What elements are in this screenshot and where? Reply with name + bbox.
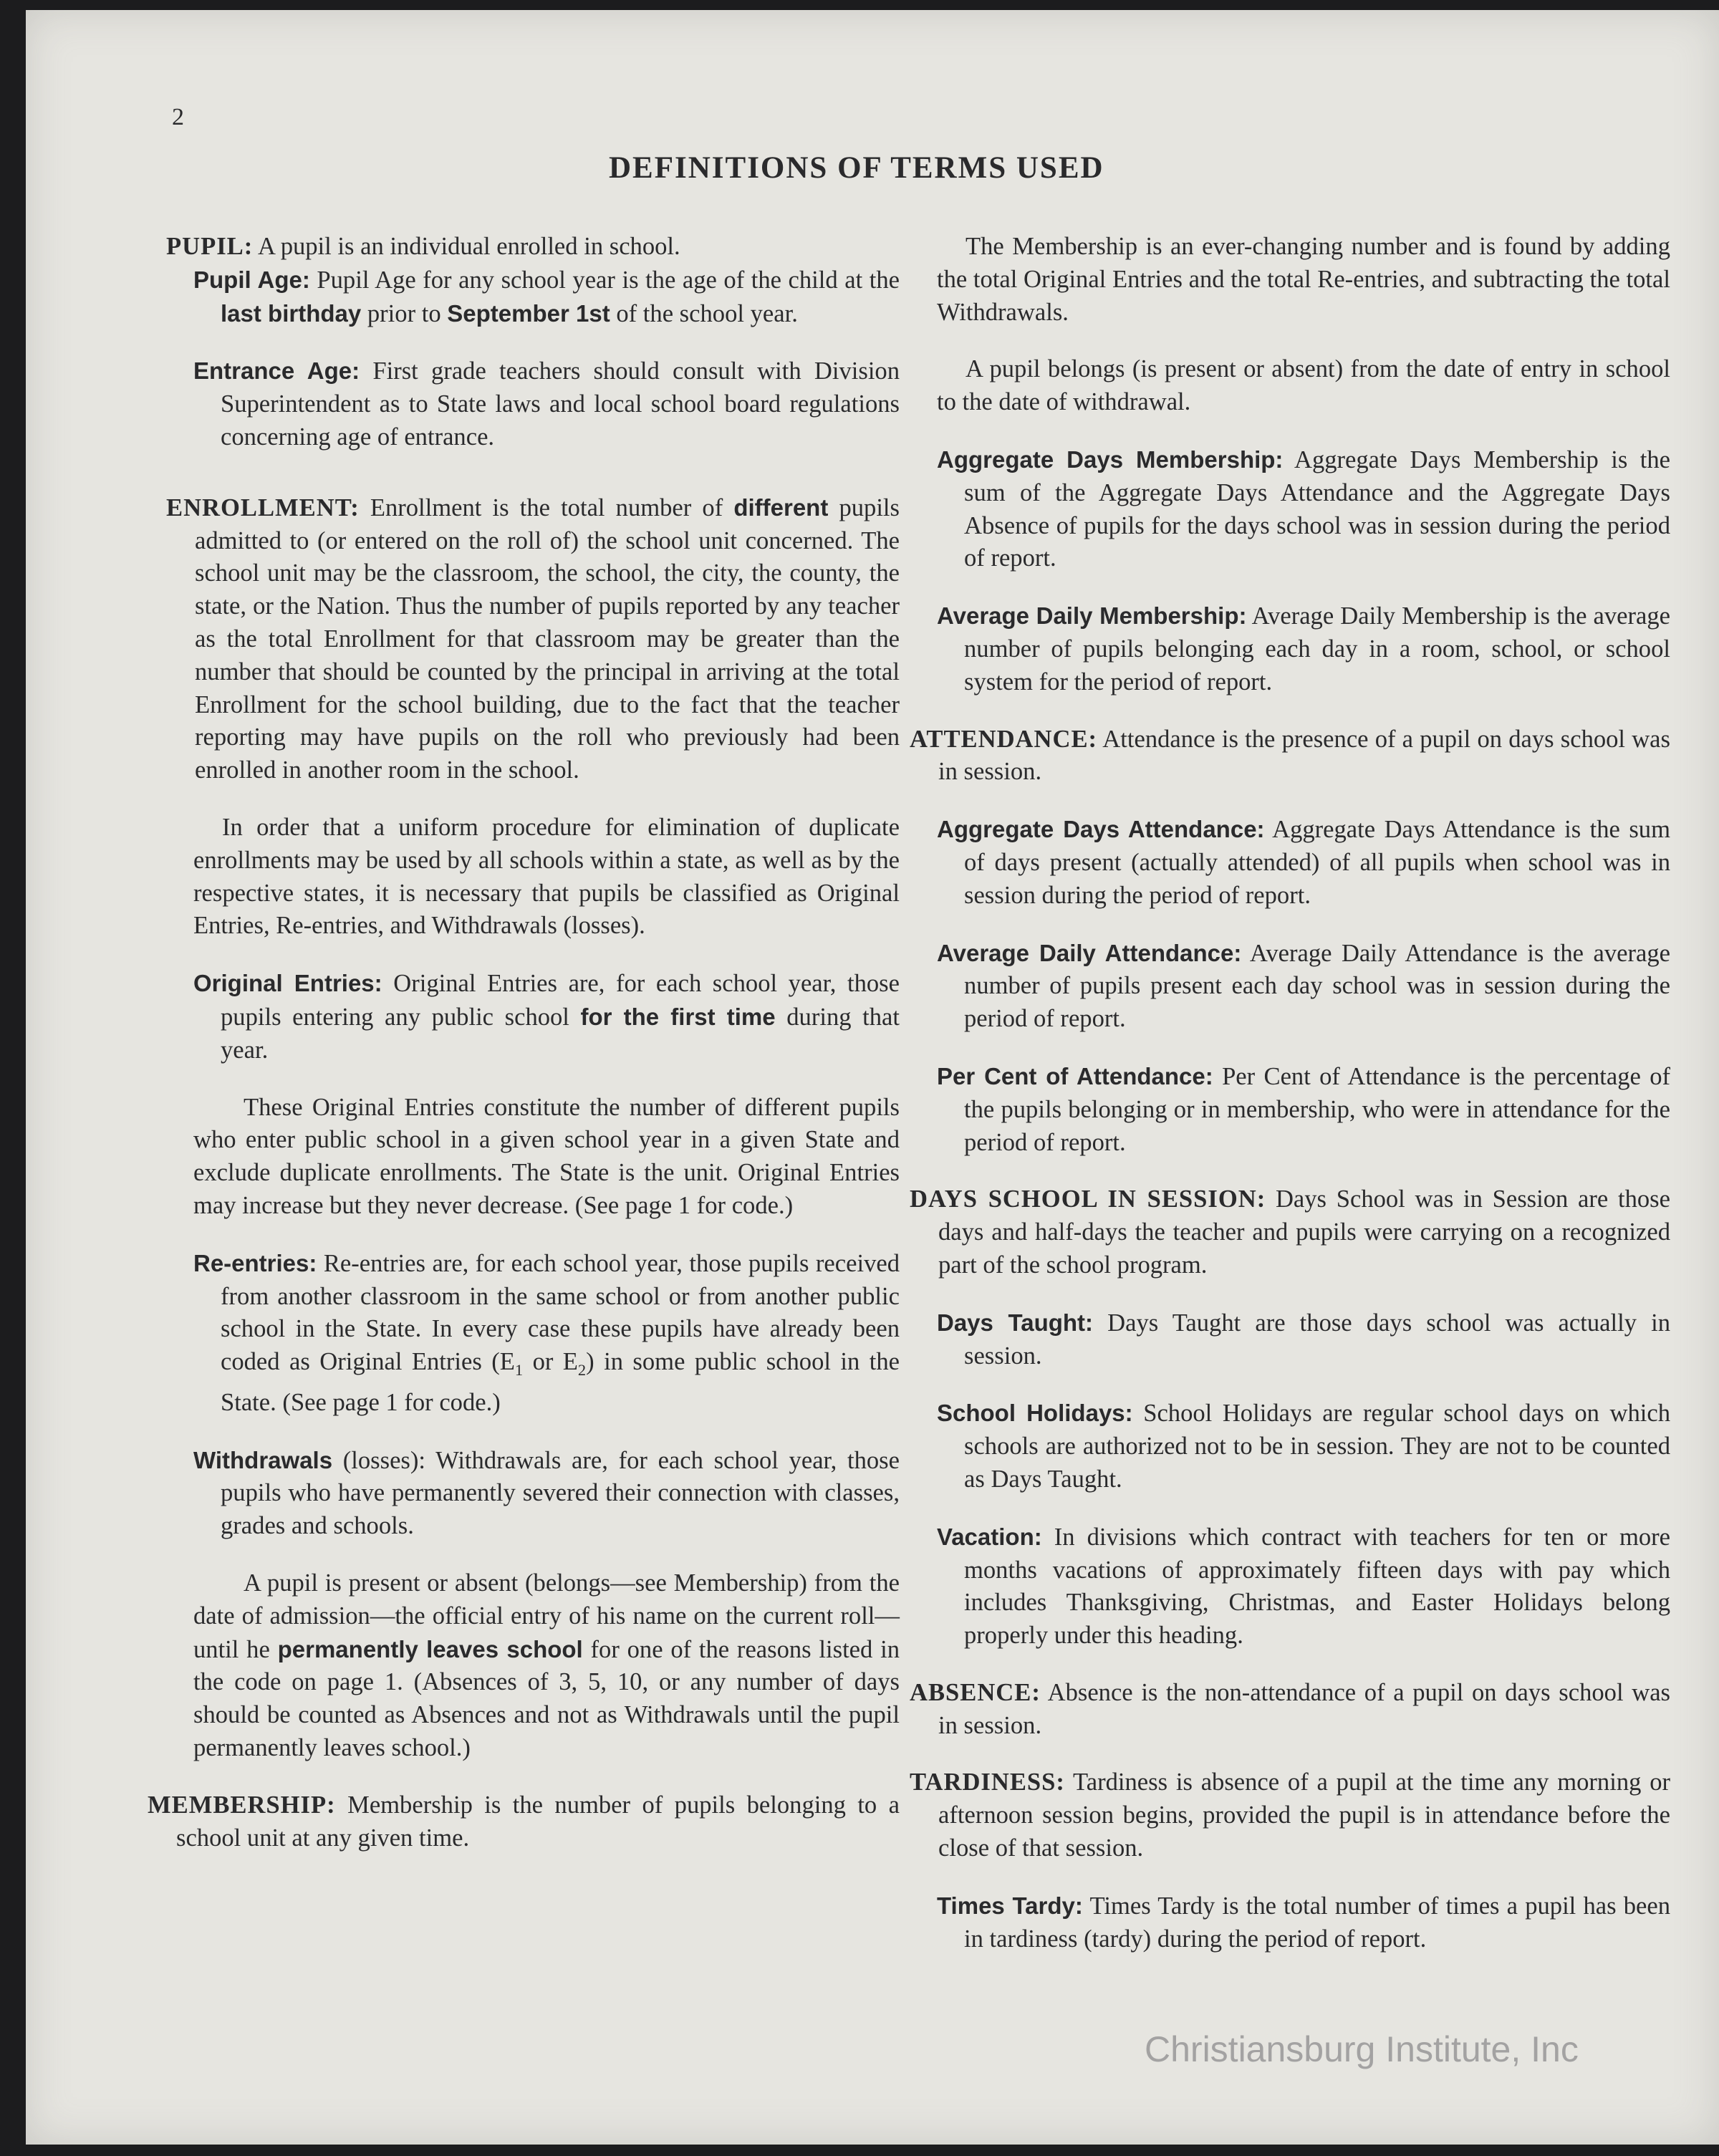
term-heading: School Holidays:	[937, 1400, 1133, 1427]
membership-paragraph: The Membership is an ever-changing number and is found by adding the total Original Entries and the total Re-entries, and subtracting the total Withdrawals.	[937, 233, 1670, 326]
term-heading: Days Taught:	[937, 1309, 1094, 1336]
term-heading: Withdrawals	[193, 1446, 333, 1473]
left-column	[148, 231, 900, 1854]
def-tardiness: TARDINESS: Tardiness is absence of a pupil at the time any morning or afternoon session begins, provided the pupil is in attendance before the close of that session.	[910, 1768, 1670, 1862]
page-title: DEFINITIONS OF TERMS USED	[609, 151, 1104, 185]
membership-paragraph: A pupil belongs (is present or absent) from the date of entry in school to the date of withdrawal.	[937, 355, 1670, 416]
def-entrance-age: Entrance Age: First grade teachers should consult with Division Superintendent as to State laws and local school board regulations concerning age of entrance.	[193, 357, 900, 451]
original-entries-paragraph: These Original Entries constitute the number of different pupils who enter public school in a given school year in a given State and exclude duplicate enrollments. The State is the unit. Original Entries may increase but they never decrease. (See page 1 for code.)	[193, 1093, 900, 1219]
term-heading: Original Entries:	[193, 970, 382, 997]
term-heading: PUPIL:	[166, 233, 254, 260]
term-heading: Average Daily Attendance:	[937, 939, 1242, 966]
term-heading: Aggregate Days Attendance:	[937, 816, 1265, 843]
def-original-entries: Original Entries: Original Entries are, for each school year, those pupils entering any public school for the first time during that year.	[193, 970, 900, 1064]
right-column	[910, 231, 1670, 1980]
def-average-daily-attendance: Average Daily Attendance: Average Daily Attendance is the average number of pupils present each day school was in session during the period of report.	[937, 939, 1670, 1033]
def-vacation: Vacation: In divisions which contract with teachers for ten or more months vacations of approximately fifteen days with pay which includes Thanksgiving, Christmas, and Easter Holidays belong properly under this heading.	[937, 1523, 1670, 1650]
def-attendance: ATTENDANCE: Attendance is the presence of a pupil on days school was in session.	[910, 725, 1670, 786]
def-reentries: Re-entries: Re-entries are, for each school year, those pupils received from another classroom in the same school or from another public school in the State. In every case these pupils have already been coded as Original Entries ($E_1$ or $E_2$) in some public school in the State. (See page 1 for code.)	[193, 1249, 900, 1416]
term-heading: Per Cent of Attendance:	[937, 1062, 1213, 1089]
term-heading: Times Tardy:	[937, 1892, 1083, 1919]
term-heading: TARDINESS:	[910, 1768, 1065, 1796]
def-enrollment: ENROLLMENT: Enrollment is the total number of different pupils admitted to (or entered on the roll of) the school unit concerned. The school unit may be the classroom, the school, the city, the county, the state, or the Nation. Thus the number of pupils reported by any teacher as the total Enrollment for that classroom may be greater than the number that should be counted by the principal in arriving at the total Enrollment for the school building, due to the fact that the teacher reporting may have pupils on the roll who previously had been enrolled in another room in the school.	[166, 494, 900, 784]
def-aggregate-days-membership: Aggregate Days Membership: Aggregate Days Membership is the sum of the Aggregate Days Attendance and the Aggregate Days Absence of pupils for the days school was in session during the period of report.	[937, 446, 1670, 572]
def-membership: MEMBERSHIP: Membership is the number of pupils belonging to a school unit at any given time.	[148, 1791, 900, 1852]
term-heading: Pupil Age:	[193, 266, 310, 293]
term-heading: Entrance Age:	[193, 357, 360, 385]
def-days-school-in-session: DAYS SCHOOL IN SESSION: Days School was in Session are those days and half-days the teacher and pupils were carrying on a recognized part of the school program.	[910, 1185, 1670, 1279]
def-absence: ABSENCE: Absence is the non-attendance of a pupil on days school was in session.	[910, 1678, 1670, 1739]
def-aggregate-days-attendance: Aggregate Days Attendance: Aggregate Days Attendance is the sum of days present (actually attended) of all pupils when school was in session during the period of report.	[937, 816, 1670, 909]
term-heading: Aggregate Days Membership:	[937, 446, 1284, 473]
def-average-daily-membership: Average Daily Membership: Average Daily Membership is the average number of pupils belonging each day in a room, school, or school system for the period of report.	[937, 602, 1670, 696]
def-withdrawals: Withdrawals (losses): Withdrawals are, for each school year, those pupils who have permanently severed their connection with classes, grades and schools.	[193, 1446, 900, 1540]
term-heading: Vacation:	[937, 1523, 1042, 1550]
term-heading: Average Daily Membership:	[937, 602, 1247, 630]
watermark: Christiansburg Institute, Inc	[1145, 2029, 1579, 2069]
def-per-cent-attendance: Per Cent of Attendance: Per Cent of Attendance is the percentage of the pupils belonging or in membership, who were in attendance for the period of report.	[937, 1062, 1670, 1156]
term-heading: ATTENDANCE:	[910, 725, 1098, 753]
term-heading: MEMBERSHIP:	[148, 1791, 336, 1819]
term-heading: Re-entries:	[193, 1249, 317, 1276]
def-pupil-age: Pupil Age: Pupil Age for any school year is the age of the child at the last birthday prior to September 1st of the school year.	[193, 266, 900, 327]
def-days-taught: Days Taught: Days Taught are those days school was actually in session.	[937, 1309, 1670, 1370]
term-heading: ABSENCE:	[910, 1678, 1041, 1706]
enrollment-paragraph: In order that a uniform procedure for elimination of duplicate enrollments may be used by all schools within a state, as well as by the respective states, it is necessary that pupils be classified as Original Entries, Re-entries, and Withdrawals (losses).	[193, 813, 900, 940]
def-times-tardy: Times Tardy: Times Tardy is the total number of times a pupil has been in tardiness (tardy) during the period of report.	[937, 1892, 1670, 1953]
page-number: 2	[172, 104, 184, 130]
withdrawals-paragraph: A pupil is present or absent (belongs—see Membership) from the date of admission—the official entry of his name on the current roll—until he permanently leaves school for one of the reasons listed in the code on page 1. (Absences of 3, 5, 10, or any number of days should be counted as Absences and not as Withdrawals until the pupil permanently leaves school.)	[193, 1569, 900, 1761]
term-heading: DAYS SCHOOL IN SESSION:	[910, 1185, 1266, 1213]
def-pupil: PUPIL: A pupil is an individual enrolled in school.	[166, 233, 680, 260]
term-heading: ENROLLMENT:	[166, 494, 360, 521]
def-school-holidays: School Holidays: School Holidays are regular school days on which schools are authorized not to be in session. They are not to be counted as Days Taught.	[937, 1400, 1670, 1493]
